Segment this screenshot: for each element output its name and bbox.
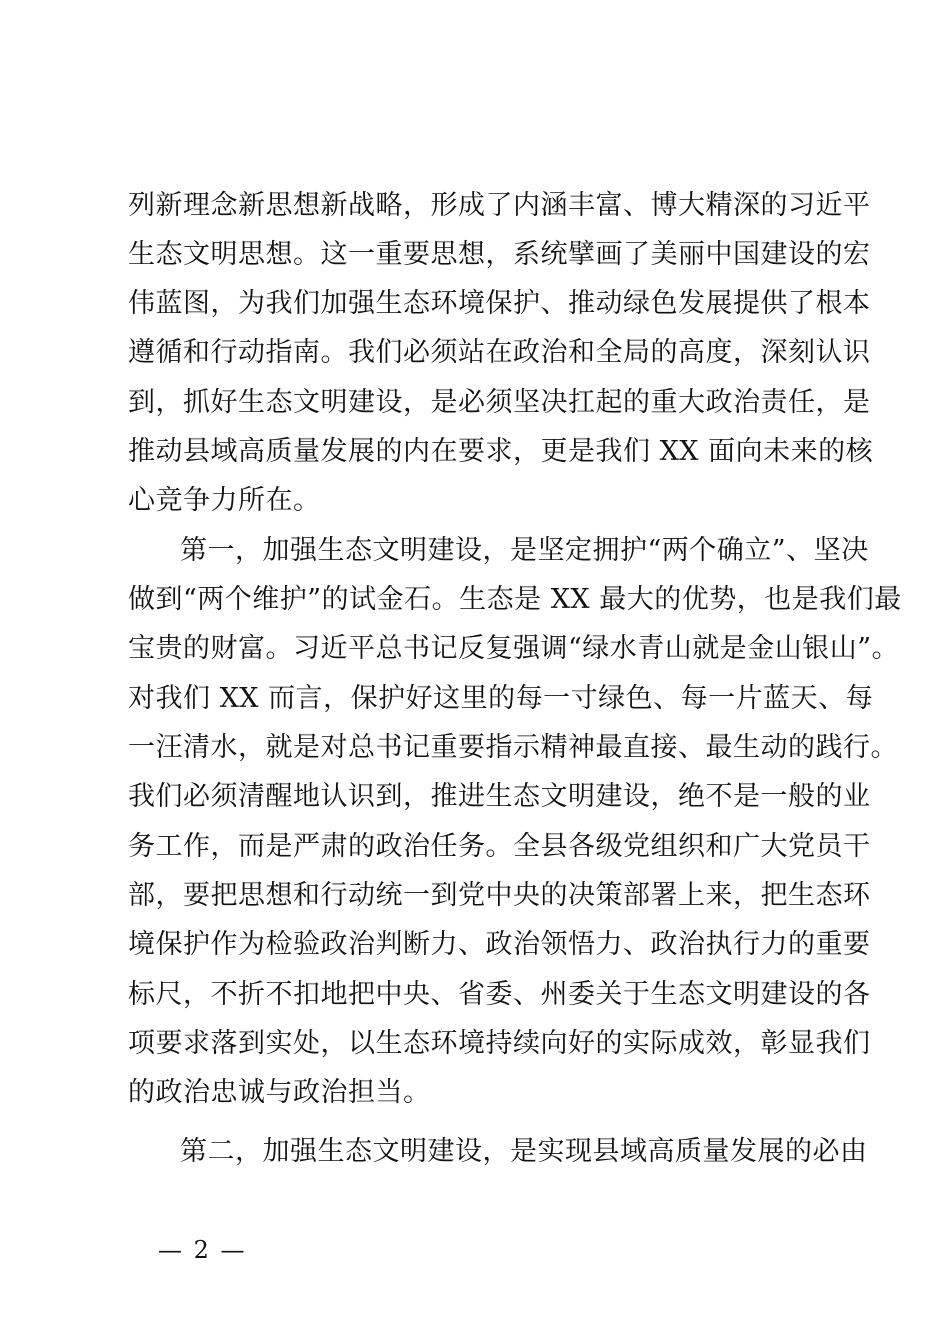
body-text-line: 宝贵的财富。习近平总书记反复强调“绿水青山就是金山银山”。	[128, 633, 900, 664]
body-text-line: 到，抓好生态文明建设，是必须坚决扛起的重大政治责任，是	[128, 387, 871, 418]
body-text-line: 标尺，不折不扣地把中央、省委、州委关于生态文明建设的各	[128, 979, 871, 1010]
body-text-line: 对我们 XX 而言，保护好这里的每一寸绿色、每一片蓝天、每	[128, 683, 874, 714]
paragraph-first-line: 第二，加强生态文明建设，是实现县域高质量发展的必由	[180, 1136, 868, 1167]
body-text-line: 的政治忠诚与政治担当。	[128, 1077, 431, 1108]
page-number: — 2 —	[158, 1236, 247, 1264]
paragraph-first-line: 第一，加强生态文明建设，是坚定拥护“两个确立”、坚决	[180, 535, 869, 566]
body-text-line: 境保护作为检验政治判断力、政治领悟力、政治执行力的重要	[128, 929, 871, 960]
body-text-line: 一汪清水，就是对总书记重要指示精神最直接、最生动的践行。	[128, 732, 898, 763]
body-text-line: 推动县域高质量发展的内在要求，更是我们 XX 面向未来的核	[128, 436, 874, 467]
body-text-line: 做到“两个维护”的试金石。生态是 XX 最大的优势，也是我们最	[128, 584, 902, 615]
body-text-line: 务工作，而是严肃的政治任务。全县各级党组织和广大党员干	[128, 831, 871, 862]
body-text-line: 部，要把思想和行动统一到党中央的决策部署上来，把生态环	[128, 880, 871, 911]
body-text-line: 遵循和行动指南。我们必须站在政治和全局的高度，深刻认识	[128, 337, 871, 368]
body-text-line: 列新理念新思想新战略，形成了内涵丰富、博大精深的习近平	[128, 190, 871, 221]
body-text-line: 生态文明思想。这一重要思想，系统擘画了美丽中国建设的宏	[128, 239, 871, 270]
body-text-line: 伟蓝图，为我们加强生态环境保护、推动绿色发展提供了根本	[128, 288, 871, 319]
body-text-line: 心竞争力所在。	[128, 485, 321, 516]
body-text-line: 项要求落到实处，以生态环境持续向好的实际成效，彰显我们	[128, 1028, 871, 1059]
body-text-line: 我们必须清醒地认识到，推进生态文明建设，绝不是一般的业	[128, 781, 871, 812]
